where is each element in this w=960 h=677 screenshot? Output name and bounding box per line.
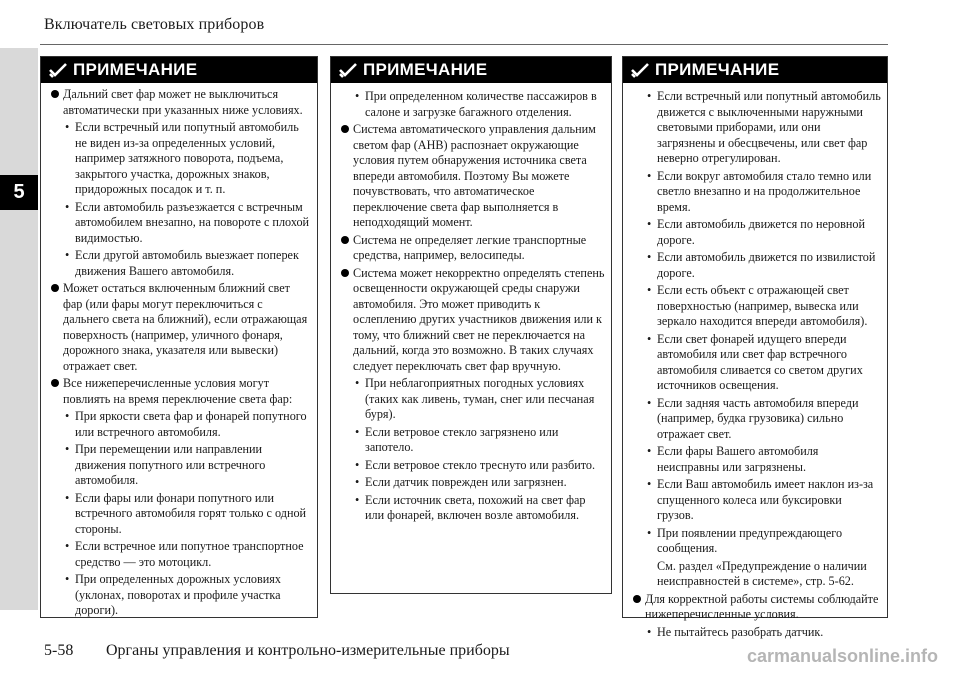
sub-bullet-icon: • (647, 525, 652, 540)
sub-item (633, 169, 881, 216)
note-title: ПРИМЕЧАНИЕ (655, 60, 780, 79)
sub-item (341, 425, 605, 456)
sub-bullet-icon: • (647, 89, 652, 103)
bullet-dot-icon (51, 90, 59, 98)
sub-bullet-icon: • (65, 199, 70, 214)
bullet-item (341, 233, 605, 264)
note-header (331, 57, 611, 83)
item-text: Если другой автомобиль выезжает поперек движения Вашего автомобиля. (75, 248, 299, 278)
item-text: Если источник света, похожий на свет фар или фонарей, включен возле автомобиля. (365, 492, 586, 522)
checkmark-icon (631, 62, 649, 78)
sub-bullet-icon: • (65, 409, 70, 423)
item-text: Все нижеперечисленные условия могут повлиять на время переключение света фар: (63, 376, 293, 406)
sub-bullet-icon: • (355, 376, 360, 390)
sub-item (633, 89, 881, 167)
item-text: Не пытайтесь разобрать датчик. (657, 624, 824, 639)
sub-bullet-icon: • (355, 492, 360, 507)
item-text: Для корректной работы системы соблюдайте нижеперечисленные условия. (645, 591, 879, 621)
sub-bullet-icon: • (647, 168, 652, 183)
sub-bullet-icon: • (647, 217, 652, 231)
item-text: Если встречное или попутное транспортное средство — это мотоцикл. (75, 539, 304, 569)
item-text: Дальний свет фар может не выключиться автоматически при указанных ниже условиях. (63, 87, 303, 117)
sub-bullet-icon: • (355, 457, 360, 472)
sub-item-continuation (633, 559, 881, 590)
item-text: Если Ваш автомобиль имеет наклон из-за спущенного колеса или буксировки грузов. (657, 477, 874, 522)
bullet-item (51, 281, 311, 374)
sub-item (633, 332, 881, 394)
item-text: Если вокруг автомобиля стало темно или светло внезапно и на продолжительное время. (657, 168, 872, 214)
sub-bullet-icon: • (65, 248, 70, 262)
sub-item (341, 89, 605, 120)
item-text: Если автомобиль движется по извилистой дороге. (657, 250, 876, 280)
sub-item (633, 396, 881, 443)
sub-item (51, 491, 311, 538)
item-text: При яркости света фар и фонарей попутного или встречного автомобиля. (75, 409, 307, 439)
sub-item (633, 250, 881, 281)
item-text: При появлении предупреждающего сообщения. (657, 525, 843, 555)
page-header-title: Включатель световых приборов (44, 16, 265, 33)
note-title: ПРИМЕЧАНИЕ (363, 60, 488, 79)
note-body (41, 83, 317, 625)
bullet-dot-icon (341, 125, 349, 133)
bullet-item (341, 266, 605, 375)
bullet-dot-icon (51, 284, 59, 292)
item-text: При перемещении или направлении движения попутного или встречного автомобиля. (75, 442, 266, 487)
sub-item (51, 200, 311, 247)
item-text: При неблагоприятных погодных условиях (таких как ливень, туман, снег или песчаная буря). (365, 376, 595, 421)
watermark: carmanualsonline.info (746, 646, 938, 666)
note-body (623, 83, 887, 646)
sub-bullet-icon: • (65, 120, 70, 134)
bullet-item (51, 87, 311, 118)
bullet-dot-icon (633, 595, 641, 603)
sub-item (341, 458, 605, 474)
sub-bullet-icon: • (647, 283, 652, 297)
sub-item (51, 120, 311, 198)
item-text: Если фары или фонари попутного или встречного автомобиля горят только с одной стороны. (75, 490, 307, 536)
sub-item (633, 526, 881, 557)
note-box-1 (40, 56, 318, 618)
note-header (41, 57, 317, 83)
item-text: Если свет фонарей идущего впереди автомобиля или свет фар встречного автомобиля сливается со светом других источников освещения. (657, 331, 863, 392)
sub-item (633, 283, 881, 330)
item-text: Система автоматического управления дальним светом фар (AHB) распознает окружающие условия путем обнаружения источника света впереди автомобиля. Поэтому Вы можете почувствовать, что автоматическое переключение света фар выполняется в неподходящий момент. (353, 122, 596, 229)
item-text: Если автомобиль разъезжается с встречным автомобилем внезапно, на повороте с плохой видимостью. (75, 199, 310, 245)
sub-item (51, 409, 311, 440)
sub-item (51, 572, 311, 619)
item-text: Если датчик поврежден или загрязнен. (365, 475, 567, 489)
chapter-tab: 5 (0, 175, 38, 210)
sub-item (633, 477, 881, 524)
item-text: Система не определяет легкие транспортные средства, например, велосипеды. (353, 232, 587, 262)
bullet-item (341, 122, 605, 231)
note-box-3 (622, 56, 888, 639)
bullet-dot-icon (341, 269, 349, 277)
sub-bullet-icon: • (65, 490, 70, 505)
sub-item (341, 493, 605, 524)
page-number: 5-58 (44, 642, 74, 659)
bullet-dot-icon (341, 236, 349, 244)
sub-item (51, 248, 311, 279)
sub-bullet-icon: • (647, 395, 652, 410)
sub-bullet-icon: • (647, 624, 652, 639)
item-text: Если автомобиль движется по неровной дороге. (657, 217, 865, 247)
sub-bullet-icon: • (647, 444, 652, 458)
footer-section-title: Органы управления и контрольно-измерительные приборы (106, 642, 510, 659)
item-text: См. раздел «Предупреждение о наличии неисправностей в системе», стр. 5-62. (657, 558, 867, 588)
sub-item (51, 442, 311, 489)
item-text: Если встречный или попутный автомобиль движется с выключенными наружными световыми приборами, или они загрязнены и обесцвечены, или свет фар неверно отрегулирован. (657, 89, 881, 165)
bullet-dot-icon (51, 379, 59, 387)
chapter-side-band (0, 48, 38, 610)
bullet-item (51, 376, 311, 407)
sub-item (341, 376, 605, 423)
note-body (331, 83, 611, 530)
sub-bullet-icon: • (65, 572, 70, 586)
note-title: ПРИМЕЧАНИЕ (73, 60, 198, 79)
page-footer (44, 642, 510, 660)
item-text: Если есть объект с отражающей свет поверхностью (например, вывеска или зеркало находится впереди автомобиля). (657, 283, 868, 328)
item-text: При определенных дорожных условиях (уклонах, поворотах и профиле участка дороги). (75, 572, 282, 617)
bullet-item (633, 592, 881, 623)
sub-item (633, 625, 881, 641)
item-text: Если ветровое стекло загрязнено или запотело. (365, 424, 559, 454)
sub-bullet-icon: • (65, 539, 70, 553)
sub-item (51, 539, 311, 570)
sub-bullet-icon: • (65, 442, 70, 456)
sub-bullet-icon: • (355, 475, 360, 489)
sub-item (633, 444, 881, 475)
item-text: Система может некорректно определять степень освещенности окружающей среды снаружи автомобиля. Это может приводить к ослеплению других участников движения или к тому, что ближний свет не переключается на дальний, когда это возможно. В таких случаях следует переключать свет фар вручную. (353, 265, 605, 373)
sub-item (633, 217, 881, 248)
sub-bullet-icon: • (355, 89, 360, 103)
sub-bullet-icon: • (647, 331, 652, 346)
note-header (623, 57, 887, 83)
header-rule (40, 44, 888, 45)
item-text: Если ветровое стекло треснуто или разбито. (365, 457, 596, 472)
item-text: При определенном количестве пассажиров в салоне и загрузке багажного отделения. (365, 89, 597, 119)
item-text: Если задняя часть автомобиля впереди (например, будка грузовика) сильно отражает свет. (657, 395, 859, 441)
item-text: Может остаться включенным ближний свет фар (или фары могут переключиться с дальнего света на ближний), если отражающая поверхность (например, уличного фонаря, дорожного знака, указателя или вывески) отражает свет. (63, 281, 308, 373)
sub-bullet-icon: • (647, 477, 652, 491)
item-text: Если встречный или попутный автомобиль не виден из-за определенных условий, например затяжного поворота, подъема, закрытого участка, дорожных знаков, придорожных посадок и т. п. (75, 120, 299, 196)
item-text: Если фары Вашего автомобиля неисправны или загрязнены. (657, 444, 819, 474)
sub-bullet-icon: • (355, 424, 360, 439)
note-box-2 (330, 56, 612, 594)
sub-item (341, 475, 605, 491)
checkmark-icon (49, 62, 67, 78)
checkmark-icon (339, 62, 357, 78)
sub-bullet-icon: • (647, 250, 652, 264)
